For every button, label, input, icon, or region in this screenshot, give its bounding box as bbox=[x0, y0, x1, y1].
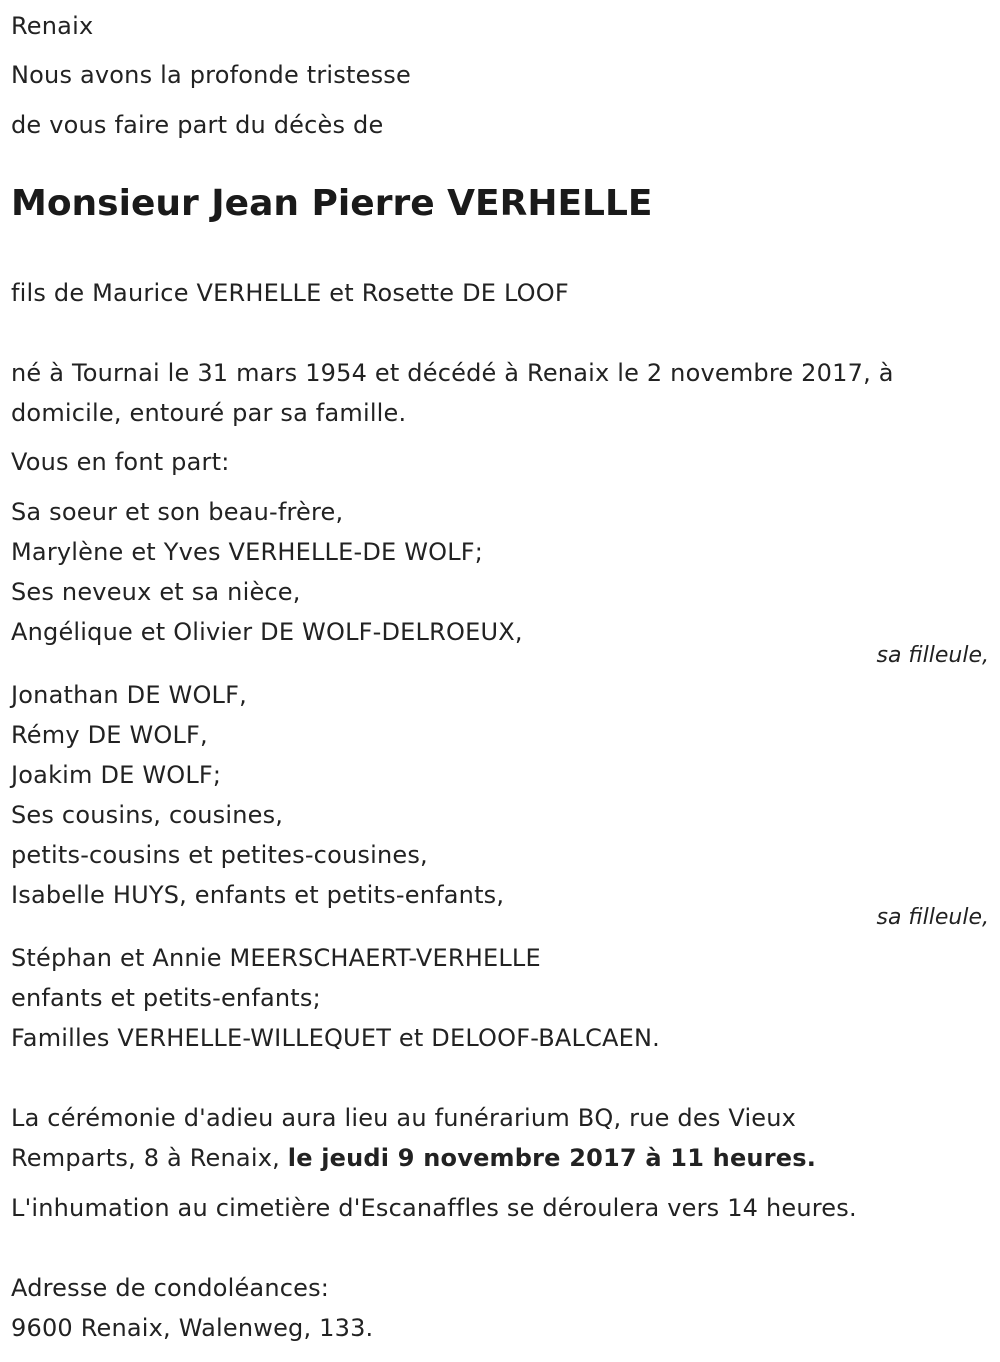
announce-line: Vous en font part: bbox=[11, 448, 230, 476]
family-line: enfants et petits-enfants; bbox=[11, 984, 321, 1012]
deceased-name: Monsieur Jean Pierre VERHELLE bbox=[11, 183, 653, 224]
birth-death-line-2: domicile, entouré par sa famille. bbox=[11, 399, 407, 427]
family-line: Ses cousins, cousines, bbox=[11, 801, 284, 829]
parents-line: fils de Maurice VERHELLE et Rosette DE LOOF bbox=[11, 279, 569, 307]
condolences-address: 9600 Renaix, Walenweg, 133. bbox=[11, 1314, 374, 1342]
family-line: Stéphan et Annie MEERSCHAERT-VERHELLE bbox=[11, 944, 541, 972]
ceremony-line-2 bbox=[11, 1143, 816, 1173]
family-line: Jonathan DE WOLF, bbox=[11, 681, 247, 709]
intro-line-2: de vous faire part du décès de bbox=[11, 111, 384, 139]
family-line: Angélique et Olivier DE WOLF-DELROEUX, bbox=[11, 618, 523, 646]
ceremony-location: Remparts, 8 à Renaix, bbox=[11, 1144, 288, 1172]
family-line: Sa soeur et son beau-frère, bbox=[11, 498, 344, 526]
city-header: Renaix bbox=[11, 12, 94, 40]
intro-line-1: Nous avons la profonde tristesse bbox=[11, 61, 411, 89]
family-line: Isabelle HUYS, enfants et petits-enfants, bbox=[11, 881, 505, 909]
family-line: Ses neveux et sa nièce, bbox=[11, 578, 301, 606]
birth-death-line-1: né à Tournai le 31 mars 1954 et décédé à Renaix le 2 novembre 2017, à bbox=[11, 359, 894, 387]
family-line: Familles VERHELLE-WILLEQUET et DELOOF-BALCAEN. bbox=[11, 1024, 661, 1052]
family-line: petits-cousins et petites-cousines, bbox=[11, 841, 428, 869]
condolences-label: Adresse de condoléances: bbox=[11, 1274, 330, 1302]
burial-line: L'inhumation au cimetière d'Escanaffles se déroulera vers 14 heures. bbox=[11, 1194, 857, 1222]
ceremony-date-time: le jeudi 9 novembre 2017 à 11 heures. bbox=[287, 1144, 817, 1172]
family-line: Joakim DE WOLF; bbox=[11, 761, 222, 789]
filleule-annotation-2: sa filleule, bbox=[876, 905, 989, 930]
family-line: Rémy DE WOLF, bbox=[11, 721, 208, 749]
family-line: Marylène et Yves VERHELLE-DE WOLF; bbox=[11, 538, 484, 566]
filleule-annotation-1: sa filleule, bbox=[876, 643, 989, 668]
ceremony-line-1: La cérémonie d'adieu aura lieu au funérarium BQ, rue des Vieux bbox=[11, 1104, 797, 1132]
